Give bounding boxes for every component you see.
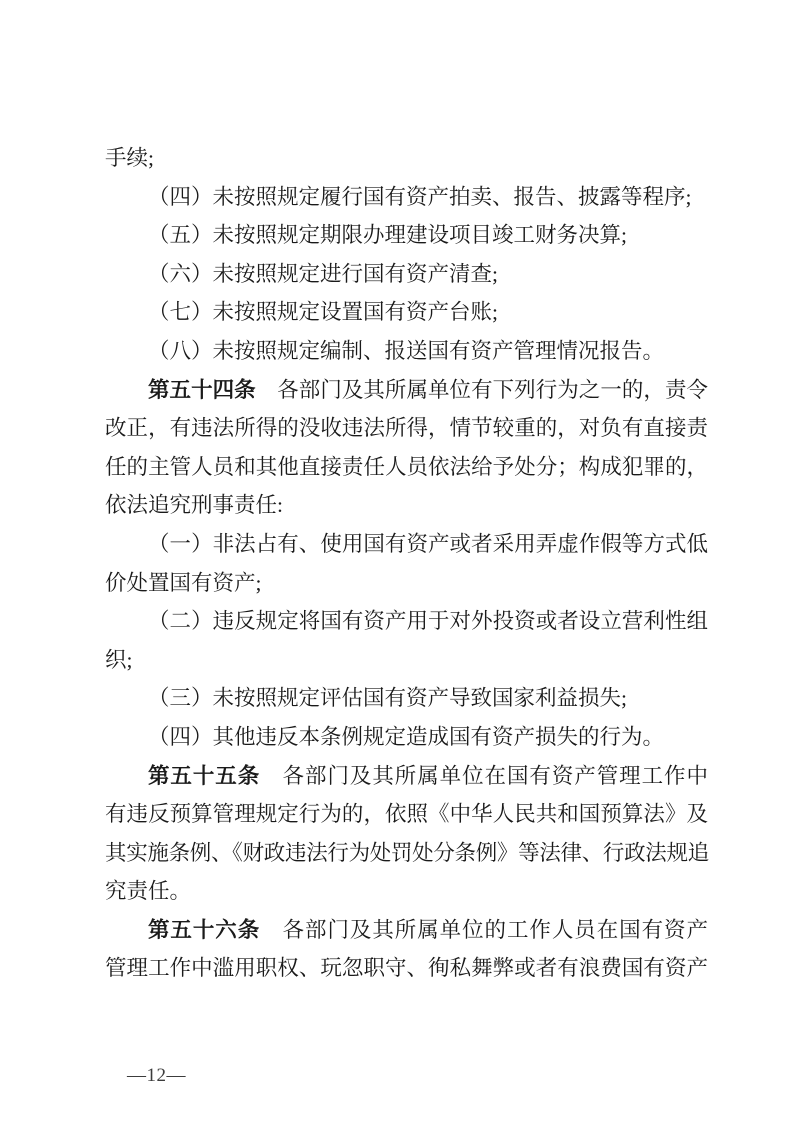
text-line: （七）未按照规定设置国有资产台账; — [148, 300, 498, 325]
text-line: （五）未按照规定期限办理建设项目竣工财务决算; — [148, 223, 627, 248]
text-line: 价处置国有资产; — [105, 570, 262, 595]
text-line: 任的主管人员和其他直接责任人员依法给予处分；构成犯罪的， — [105, 454, 708, 479]
text-line: （一）非法占有、使用国有资产或者采用弄虚作假等方式低 — [148, 531, 708, 556]
text-line: 织; — [105, 647, 133, 672]
text-line: （三）未按照规定评估国有资产导致国家利益损失; — [148, 686, 627, 711]
text-line: （六）未按照规定进行国有资产清查; — [148, 261, 498, 286]
text-line: 依法追究刑事责任: — [105, 493, 283, 518]
article-number: 第五十四条 — [148, 377, 256, 402]
text-line: 管理工作中滥用职权、玩忽职守、徇私舞弊或者有浪费国有资产 — [105, 956, 708, 981]
article-number: 第五十六条 — [148, 917, 261, 942]
text-line: （八）未按照规定编制、报送国有资产管理情况报告。 — [148, 338, 665, 363]
document-body — [105, 139, 708, 988]
text-line: 究责任。 — [105, 879, 192, 904]
page-number: —12— — [127, 1065, 186, 1086]
text-line: 第五十五条 各部门及其所属单位在国有资产管理工作中 — [148, 763, 708, 788]
text-line: 改正，有违法所得的没收违法所得，情节较重的，对负有直接责 — [105, 416, 708, 441]
text-line: 手续; — [105, 146, 154, 170]
text-line: 第五十四条 各部门及其所属单位有下列行为之一的，责令 — [148, 377, 708, 402]
text-line: 其实施条例、《财政违法行为处罚处分条例》等法律、行政法规追 — [105, 840, 708, 865]
article-number: 第五十五条 — [148, 763, 261, 788]
text-line: （二）违反规定将国有资产用于对外投资或者设立营利性组 — [148, 609, 708, 634]
text-line: （四）其他违反本条例规定造成国有资产损失的行为。 — [148, 724, 665, 749]
text-line: （四）未按照规定履行国有资产拍卖、报告、披露等程序; — [148, 184, 692, 209]
text-line: 有违反预算管理规定行为的，依照《中华人民共和国预算法》及 — [105, 802, 708, 827]
text-line: 第五十六条 各部门及其所属单位的工作人员在国有资产 — [148, 917, 708, 942]
